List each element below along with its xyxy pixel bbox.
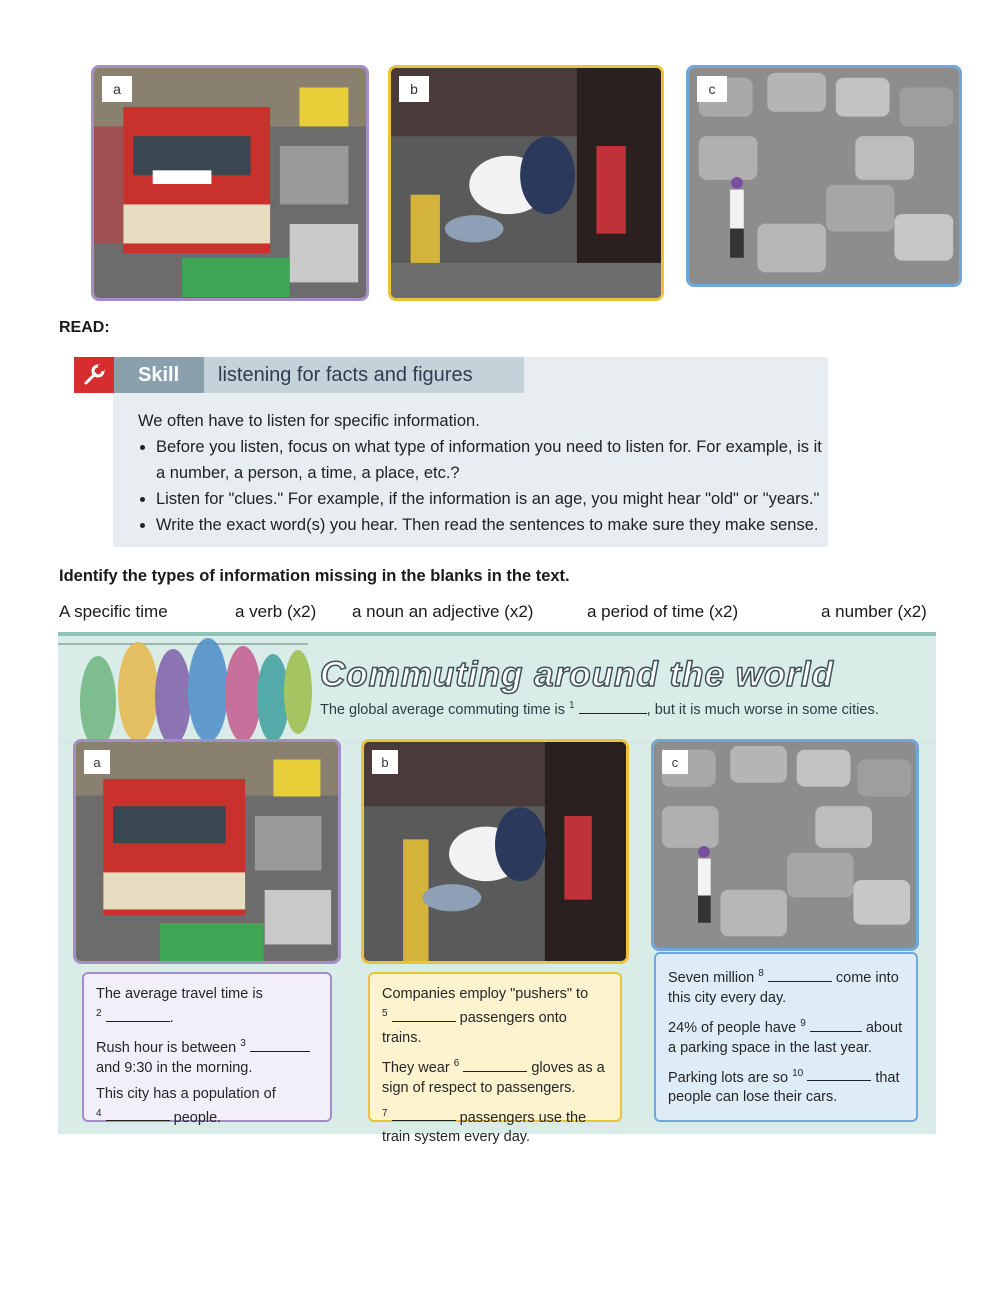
photo-label: a: [102, 76, 132, 102]
card-text-a: [82, 972, 332, 1126]
blank-3[interactable]: [250, 1037, 310, 1052]
sentence-2: The average travel time is $^2$ .: [96, 986, 263, 1026]
pushers-image: [391, 68, 661, 298]
photo-label: c: [697, 76, 727, 102]
skill-bullet: • Before you listen, focus on what type of information you need to listen for. For example, is it a number, a person, a time, a place, etc.?: [156, 434, 828, 486]
skill-bullet: • Write the exact word(s) you hear. Then read the sentences to make sure they make sense.: [156, 512, 828, 538]
blank-7[interactable]: [392, 1106, 456, 1121]
blank-4[interactable]: [106, 1106, 170, 1121]
blank-10[interactable]: [807, 1066, 871, 1081]
option-item: A specific time: [59, 602, 168, 621]
skill-bullet: • Listen for "clues." For example, if the information is an age, you might hear "old" or "years.": [156, 486, 828, 512]
skill-tag: Skill: [114, 357, 204, 393]
card-text-c: [654, 952, 918, 1122]
instruction: Identify the types of information missing in the blanks in the text.: [59, 567, 570, 585]
parking-lot-image: [689, 68, 959, 284]
sentence-8: Seven million $^8$ come into this city every day.: [668, 968, 899, 1006]
panel-subtitle: [320, 699, 879, 718]
skill-title: listening for facts and figures: [204, 357, 524, 393]
skill-intro: We often have to listen for specific information.: [138, 412, 480, 430]
card-photo-c: [651, 739, 919, 951]
wrench-icon: [74, 357, 114, 393]
subtitle-after: , but it is much worse in some cities.: [646, 702, 879, 718]
pushers-image: [364, 742, 626, 961]
card-label: c: [662, 750, 688, 774]
blank-1[interactable]: [579, 699, 647, 714]
blank-5[interactable]: [392, 1007, 456, 1022]
photo-label: b: [399, 76, 429, 102]
read-label: READ:: [59, 319, 110, 336]
option-item: a number (x2): [821, 602, 927, 621]
blank-2[interactable]: [106, 1007, 170, 1022]
sentence-6: They wear $^6$ gloves as a sign of respect to passengers.: [382, 1057, 605, 1096]
sentence-7: $^7$ passengers use the train system every day.: [382, 1107, 587, 1146]
option-item: a verb (x2): [235, 602, 317, 621]
blank-9[interactable]: [810, 1017, 862, 1032]
skill-text: [138, 408, 828, 538]
bus-traffic-image: [76, 742, 338, 961]
card-photo-b: [361, 739, 629, 964]
card-label: a: [84, 750, 110, 774]
parking-lot-image: [654, 742, 916, 948]
sentence-5: Companies employ "pushers" to $^5$ passengers onto trains.: [382, 986, 589, 1046]
option-item: a period of time (x2): [587, 602, 739, 621]
sentence-10: Parking lots are so $^{10}$ that people can lose their cars.: [668, 1067, 900, 1106]
photo-c: [686, 65, 962, 287]
sentence-4: This city has a population of $^4$ people.: [96, 1085, 276, 1126]
sentence-9: 24% of people have $^9$ about a parking space in the last year.: [668, 1017, 903, 1056]
photo-b: [388, 65, 664, 301]
card-label: b: [372, 750, 398, 774]
sentence-3: Rush hour is between $^3$ and 9:30 in the morning.: [96, 1034, 318, 1078]
skill-bullets: [138, 434, 828, 538]
subtitle-before: The global average commuting time is: [320, 702, 566, 718]
card-photo-a: [73, 739, 341, 964]
blank-8[interactable]: [768, 967, 832, 982]
photo-a: [91, 65, 369, 301]
blank-6[interactable]: [463, 1057, 527, 1072]
card-text-b: [368, 972, 622, 1146]
bus-traffic-image: [94, 68, 366, 298]
blank-number: 1: [569, 700, 575, 712]
option-item: a noun an adjective (x2): [352, 602, 534, 621]
panel-title: Commuting around the world: [320, 655, 835, 694]
